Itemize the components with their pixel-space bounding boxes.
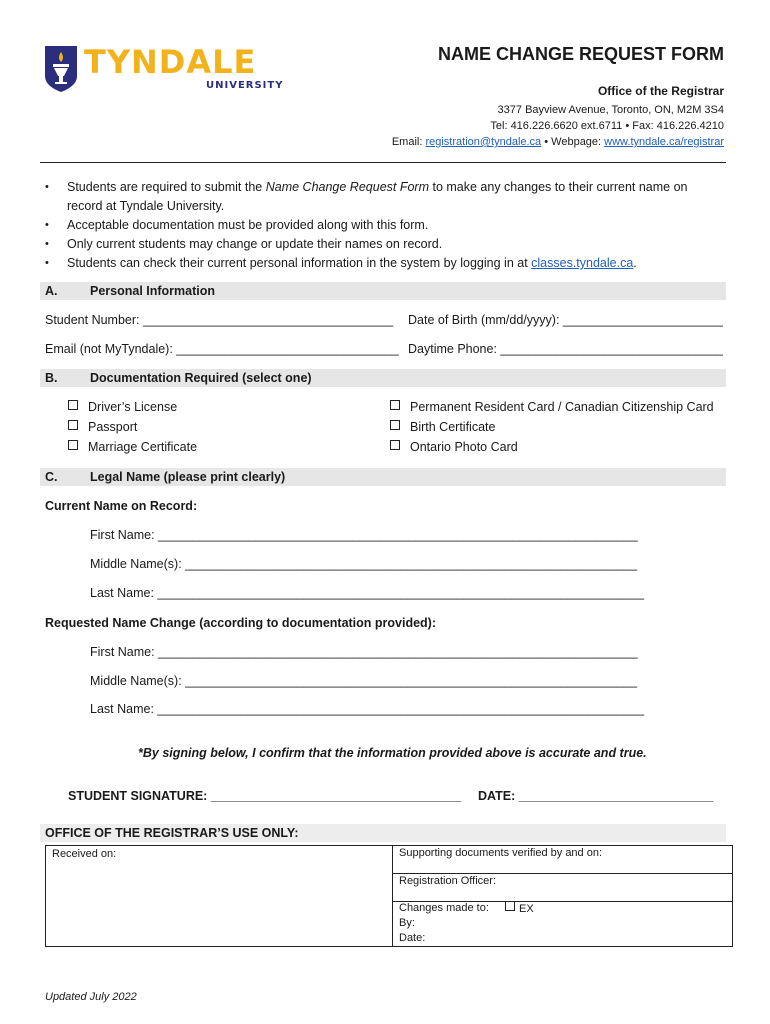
received-on-cell[interactable] [46,846,393,946]
university-shield-logo [45,46,77,92]
checkbox[interactable] [505,901,515,911]
daytime-phone-field[interactable]: Daytime Phone: ________________________________ [408,342,723,356]
current-last-name-field[interactable]: Last Name: ______________________________________________________________________ [90,586,645,600]
instruction-item: • Students are required to submit the Name Change Request Form to make any changes to their current name on record at Tyndale University. [45,178,725,216]
office-name: Office of the Registrar [597,84,724,98]
confirmation-statement: *By signing below, I confirm that the information provided above is accurate and true. [138,746,647,760]
instruction-item: • Only current students may change or update their names on record. [45,235,725,254]
registration-officer-cell[interactable] [393,874,732,902]
current-first-name-field[interactable]: First Name: _____________________________________________________________________ [90,528,638,542]
instruction-item: • Acceptable documentation must be provided along with this form. [45,216,725,235]
logo-subtitle: UNIVERSITY [206,80,284,91]
instruction-item: • Students can check their current personal information in the system by logging in at classes.tyndale.ca. [45,254,725,273]
supporting-docs-cell[interactable] [393,846,732,874]
supporting-docs-label: Supporting documents verified by and on: [399,847,603,859]
email-label: Email: [391,136,423,148]
date-of-birth-field[interactable]: Date of Birth (mm/dd/yyyy): _______________________ [408,313,723,327]
section-b-header: B. Documentation Required (select one) [40,369,726,387]
checkbox[interactable] [390,420,400,430]
instructions-list [45,178,725,273]
doc-option-passport[interactable]: Passport [68,420,137,434]
doc-option-pr-card[interactable]: Permanent Resident Card / Canadian Citizenship Card [390,400,714,414]
doc-option-marriage-certificate[interactable]: Marriage Certificate [68,440,197,454]
doc-option-ontario-photo-card[interactable]: Ontario Photo Card [390,440,518,454]
ex-checkbox-option[interactable]: EX [505,902,534,915]
header-divider [40,162,726,163]
current-name-heading: Current Name on Record: [45,499,198,513]
checkbox[interactable] [390,400,400,410]
requested-middle-name-field[interactable]: Middle Name(s): _________________________________________________________________ [90,674,638,688]
received-on-label: Received on: [52,848,117,860]
office-phone-fax: Tel: 416.226.6620 ext.6711 • Fax: 416.226.4210 [490,120,724,132]
classes-link[interactable]: classes.tyndale.ca [531,256,634,270]
doc-option-drivers-license[interactable]: Driver’s License [68,400,177,414]
requested-first-name-field[interactable]: First Name: _____________________________________________________________________ [90,645,638,659]
requested-name-heading: Requested Name Change (according to documentation provided): [45,616,437,630]
section-c-header: C. Legal Name (please print clearly) [40,468,726,486]
email-link[interactable]: registration@tyndale.ca [425,136,542,148]
office-contact-line [392,136,724,148]
registration-officer-label: Registration Officer: [399,875,497,887]
changes-made-label: Changes made to: [399,902,489,914]
current-middle-name-field[interactable]: Middle Name(s): _________________________________________________________________ [90,557,638,571]
changes-by-label: By: [399,917,415,929]
student-signature-field[interactable]: STUDENT SIGNATURE: ____________________________________ [68,789,462,803]
checkbox[interactable] [68,440,78,450]
changes-made-cell [393,902,732,946]
checkbox[interactable] [68,400,78,410]
signature-date-field[interactable]: DATE: ____________________________ [478,789,714,803]
webpage-link[interactable]: www.tyndale.ca/registrar [604,136,724,148]
checkbox[interactable] [390,440,400,450]
office-address: 3377 Bayview Avenue, Toronto, ON, M2M 3S4 [497,104,724,116]
requested-last-name-field[interactable]: Last Name: ______________________________________________________________________ [90,702,645,716]
section-a-header: A. Personal Information [40,282,726,300]
updated-date-footer: Updated July 2022 [45,991,137,1003]
email-field[interactable]: Email (not MyTyndale): ________________________________ [45,342,399,356]
form-name-emphasis: Name Change Request Form [265,180,430,194]
doc-option-birth-certificate[interactable]: Birth Certificate [390,420,495,434]
checkbox[interactable] [68,420,78,430]
logo-wordmark: TYNDALE [84,43,257,81]
student-number-field[interactable]: Student Number: ____________________________________ [45,313,394,327]
office-use-table [45,845,733,947]
webpage-label: • Webpage: [544,136,602,148]
changes-date-label: Date: [399,932,426,944]
form-title: NAME CHANGE REQUEST FORM [437,44,724,64]
office-use-heading: OFFICE OF THE REGISTRAR’S USE ONLY: [45,826,299,840]
